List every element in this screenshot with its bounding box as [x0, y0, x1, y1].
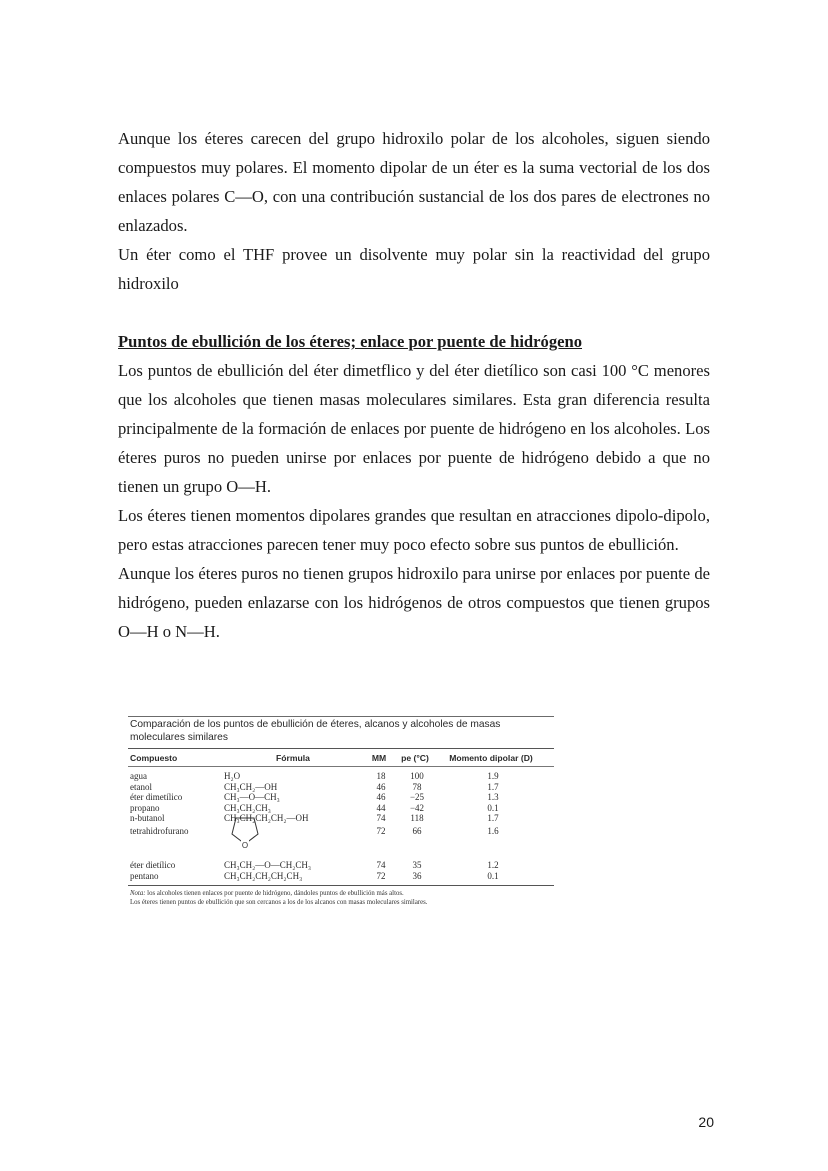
ring-oxygen-label: O: [241, 840, 249, 850]
paragraph-gap: [118, 298, 710, 327]
table-note-label: Nota:: [130, 890, 146, 898]
cell-bp: −42: [409, 802, 425, 813]
cell-dipole: 1.7: [487, 781, 499, 792]
table-note-line-2: Los éteres tienen puntos de ebullición que son cercanos a los de los alcanos con masas moleculares similares.: [130, 899, 428, 907]
cell-compound: agua: [130, 771, 147, 781]
tetrahydrofuran-ring-icon: [224, 816, 268, 850]
cell-compound: éter dimetílico: [130, 792, 183, 803]
table-body: [128, 767, 554, 885]
cell-formula: H₂O: [224, 771, 241, 781]
cell-mm: 46: [376, 781, 386, 792]
cell-mm: 18: [376, 771, 386, 781]
cell-dipole: 1.9: [487, 771, 499, 781]
table-row: [128, 792, 554, 803]
cell-formula: [222, 826, 366, 850]
paragraph-boiling-points: Los puntos de ebullición del éter dimetflico y del éter dietílico son casi 100 °C menores que los alcoholes que tienen masas moleculares similares. Esta gran diferencia resulta principalmente de la formación de enlaces por puente de hidrógeno en los alcoholes. Los éteres puros no pueden unirse por enlaces por puente de hidrógeno debido a que no tienen un grupo O—H.: [118, 361, 710, 496]
cell-formula: CH₃CH₂CH₂CH₂CH₃: [224, 870, 303, 881]
cell-dipole: 1.7: [487, 813, 499, 824]
cell-compound: éter dietílico: [130, 859, 176, 870]
cell-mm: 74: [376, 859, 386, 870]
cell-dipole: 1.6: [487, 825, 499, 836]
cell-compound: tetrahidrofurano: [130, 825, 189, 836]
header-mm: MM: [371, 752, 387, 763]
cell-bp: 100: [410, 771, 424, 781]
table-row: [128, 771, 554, 782]
cell-compound: etanol: [130, 781, 152, 792]
table-row: [128, 782, 554, 793]
table-row: [128, 860, 554, 871]
paragraph-thf: Un éter como el THF provee un disolvente muy polar sin la reactividad del grupo hidroxilo: [118, 245, 710, 293]
table-note-text-1: los alcoholes tienen enlaces por puente de hidrógeno, dándoles puntos de ebullición más altos.: [145, 890, 404, 898]
cell-dipole: 1.3: [487, 792, 499, 803]
cell-formula: CH₃CH₂—OH: [224, 781, 278, 792]
header-formula: Fórmula: [276, 752, 310, 763]
table-title: Comparación de los puntos de ebullición de éteres, alcanos y alcoholes de masas moleculares similares: [128, 716, 554, 748]
cell-mm: 72: [376, 825, 386, 836]
table-row: [128, 803, 554, 814]
cell-bp: 36: [412, 870, 422, 881]
boiling-point-table: [128, 716, 554, 907]
cell-compound: propano: [130, 802, 160, 813]
cell-dipole: 1.2: [487, 859, 499, 870]
cell-dipole: 0.1: [487, 870, 499, 881]
table-row: [128, 871, 554, 882]
table-note: [128, 886, 554, 907]
cell-compound: n-butanol: [130, 813, 165, 824]
cell-mm: 44: [376, 802, 386, 813]
table-row: [128, 824, 554, 860]
table-row: [128, 813, 554, 824]
header-dipole: Momento dipolar (D): [449, 752, 533, 763]
cell-formula: CH₃CH₂CH₃: [224, 802, 271, 813]
cell-mm: 46: [376, 792, 386, 803]
table-header-row: [128, 749, 554, 766]
cell-formula: CH₃CH₂—O—CH₂CH₃: [224, 859, 312, 870]
cell-dipole: 0.1: [487, 802, 499, 813]
body-text: [118, 124, 710, 646]
cell-mm: 72: [376, 870, 386, 881]
table-note-line-1: [130, 889, 552, 898]
cell-compound: pentano: [130, 870, 159, 881]
cell-bp: −25: [409, 792, 425, 803]
header-bp: pe (°C): [401, 752, 429, 763]
paragraph-ether-polarity: Aunque los éteres carecen del grupo hidroxilo polar de los alcoholes, siguen siendo compuestos muy polares. El momento dipolar de un éter es la suma vectorial de los dos enlaces polares C—O, con una contribución sustancial de los dos pares de electrones no enlazados.: [118, 129, 710, 235]
cell-bp: 78: [412, 781, 422, 792]
cell-bp: 118: [410, 813, 424, 824]
header-compound: Compuesto: [130, 752, 178, 763]
cell-formula: CH₃CH₂CH₂CH₂—OH: [224, 813, 309, 824]
section-heading: Puntos de ebullición de los éteres; enlace por puente de hidrógeno: [118, 332, 583, 351]
cell-bp: 66: [412, 825, 422, 836]
paragraph-dipole: Los éteres tienen momentos dipolares grandes que resultan en atracciones dipolo-dipolo, pero estas atracciones parecen tener muy poco efecto sobre sus puntos de ebullición.: [118, 506, 710, 554]
page-number: 20: [698, 1114, 714, 1130]
cell-formula: CH₃—O—CH₃: [224, 792, 280, 803]
cell-mm: 74: [376, 813, 386, 824]
paragraph-hydrogen-bonds: Aunque los éteres puros no tienen grupos hidroxilo para unirse por enlaces por puente de hidrógeno, pueden enlazarse con los hidrógenos de otros compuestos que tienen grupos O—H o N—H.: [118, 564, 710, 641]
cell-bp: 35: [412, 859, 422, 870]
